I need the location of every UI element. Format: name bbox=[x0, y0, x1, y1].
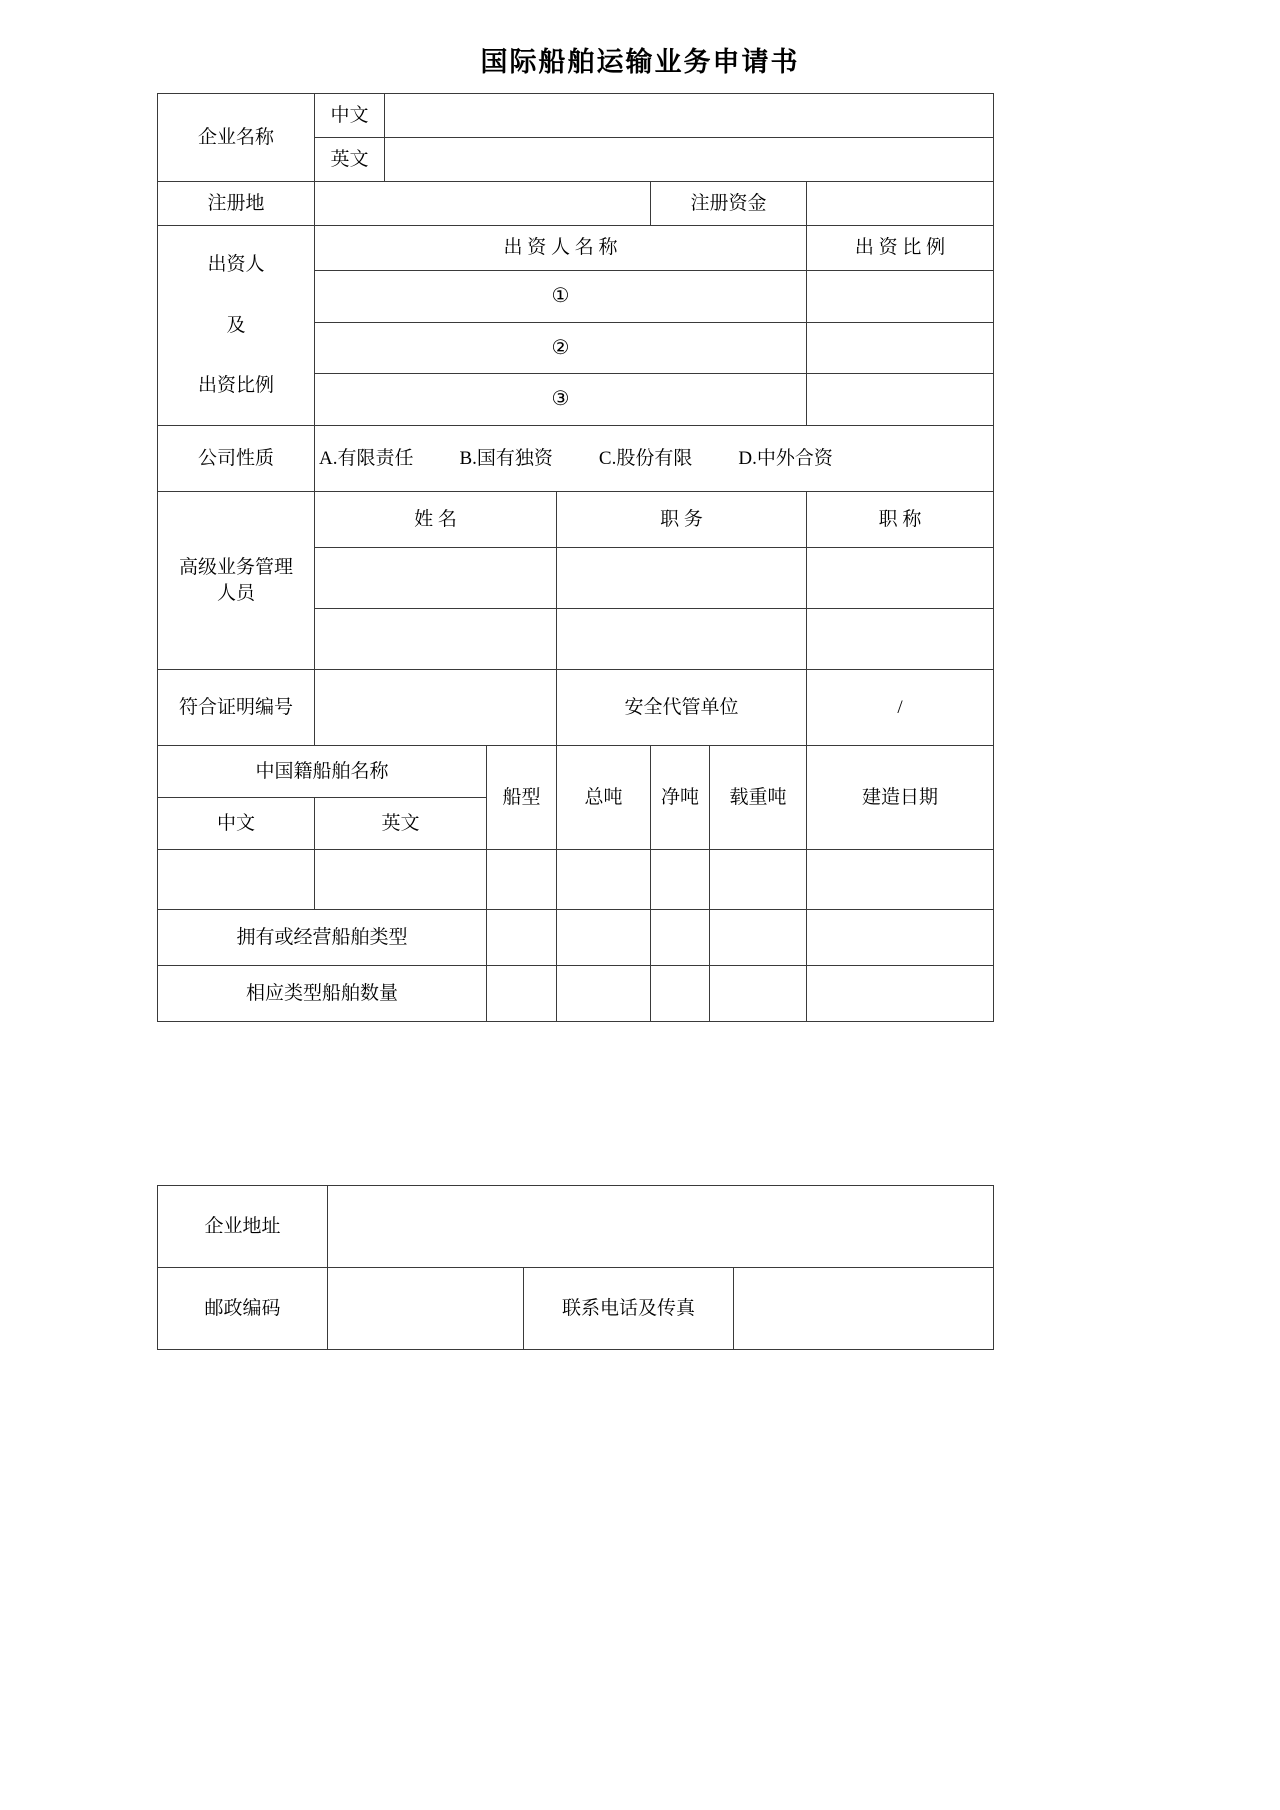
investors-label-line3: 出资比例 bbox=[197, 375, 274, 397]
vessel-english-name-value[interactable] bbox=[315, 850, 487, 910]
table-row-enterprise-address bbox=[158, 1186, 994, 1268]
investor-row-1-ratio[interactable] bbox=[807, 271, 994, 323]
contact-label: 联系电话及传真 bbox=[524, 1268, 734, 1350]
table-row-company-nature bbox=[158, 426, 994, 492]
table-row-enterprise-name-cn bbox=[158, 94, 994, 138]
address-form-table-wrapper bbox=[157, 1185, 993, 1350]
investor-row-3-ratio[interactable] bbox=[807, 374, 994, 426]
company-nature-label: 公司性质 bbox=[158, 426, 315, 492]
postcode-label: 邮政编码 bbox=[158, 1268, 328, 1350]
postcode-value[interactable] bbox=[328, 1268, 524, 1350]
vessel-deadweight-value[interactable] bbox=[710, 850, 807, 910]
page-title: 国际船舶运输业务申请书 bbox=[480, 47, 800, 77]
table-row-postcode-contact bbox=[158, 1268, 994, 1350]
vessel-count-value-5[interactable] bbox=[807, 966, 994, 1022]
table-row-registration bbox=[158, 182, 994, 226]
registration-place-value[interactable] bbox=[315, 182, 651, 226]
vessel-count-value-2[interactable] bbox=[557, 966, 651, 1022]
compliance-cert-label: 符合证明编号 bbox=[158, 670, 315, 746]
owned-vessel-type-value-4[interactable] bbox=[710, 910, 807, 966]
owned-vessel-type-value-3[interactable] bbox=[651, 910, 710, 966]
enterprise-name-english-value[interactable] bbox=[385, 138, 994, 182]
investor-row-2-name[interactable] bbox=[315, 322, 807, 374]
manager-2-title[interactable] bbox=[807, 609, 994, 670]
manager-1-title[interactable] bbox=[807, 548, 994, 609]
company-nature-option-d[interactable]: D.中外合资 bbox=[738, 447, 833, 469]
investors-label-line2: 及 bbox=[226, 314, 246, 336]
vessel-col-gross-tonnage: 总吨 bbox=[557, 746, 651, 850]
investor-name-header: 出 资 人 名 称 bbox=[315, 226, 807, 271]
investor-ratio-header: 出 资 比 例 bbox=[807, 226, 994, 271]
vessel-count-value-1[interactable] bbox=[487, 966, 557, 1022]
investors-label-line1: 出资人 bbox=[207, 254, 265, 275]
contact-value[interactable] bbox=[734, 1268, 994, 1350]
vessel-build-date-value[interactable] bbox=[807, 850, 994, 910]
table-row-compliance bbox=[158, 670, 994, 746]
senior-managers-label-cell bbox=[158, 492, 315, 670]
investor-marker-2: ② bbox=[551, 336, 570, 359]
table-row-vessel-data bbox=[158, 850, 994, 910]
address-form-table bbox=[157, 1185, 994, 1350]
senior-managers-label-line2: 人员 bbox=[216, 582, 255, 604]
vessel-chinese-name-value[interactable] bbox=[158, 850, 315, 910]
vessel-ship-type-value[interactable] bbox=[487, 850, 557, 910]
vessel-net-tonnage-value[interactable] bbox=[651, 850, 710, 910]
vessel-count-value-4[interactable] bbox=[710, 966, 807, 1022]
vessel-name-english-label: 英文 bbox=[315, 798, 487, 850]
company-nature-option-a[interactable]: A.有限责任 bbox=[319, 447, 414, 469]
table-row-vessel-header-top bbox=[158, 746, 994, 798]
company-nature-option-c[interactable]: C.股份有限 bbox=[598, 447, 693, 469]
registration-place-label: 注册地 bbox=[158, 182, 315, 226]
table-row-investor-header bbox=[158, 226, 994, 271]
enterprise-address-label: 企业地址 bbox=[158, 1186, 328, 1268]
investors-label-cell bbox=[158, 226, 315, 426]
enterprise-address-value[interactable] bbox=[328, 1186, 994, 1268]
vessel-name-chinese-label: 中文 bbox=[158, 798, 315, 850]
table-row-manager-header bbox=[158, 492, 994, 548]
manager-col-header-name: 姓 名 bbox=[315, 492, 557, 548]
vessel-count-value-3[interactable] bbox=[651, 966, 710, 1022]
table-row-vessel-count bbox=[158, 966, 994, 1022]
safety-management-value[interactable]: / bbox=[807, 670, 994, 746]
enterprise-name-chinese-value[interactable] bbox=[385, 94, 994, 138]
vessel-col-ship-type: 船型 bbox=[487, 746, 557, 850]
enterprise-name-label: 企业名称 bbox=[158, 94, 315, 182]
vessel-name-group-header: 中国籍船舶名称 bbox=[158, 746, 487, 798]
main-form-table bbox=[157, 93, 994, 1022]
owned-vessel-type-label: 拥有或经营船舶类型 bbox=[158, 910, 487, 966]
manager-2-name[interactable] bbox=[315, 609, 557, 670]
vessel-gross-tonnage-value[interactable] bbox=[557, 850, 651, 910]
investor-marker-3: ③ bbox=[551, 388, 570, 411]
enterprise-name-english-label: 英文 bbox=[315, 138, 385, 182]
investor-row-1-name[interactable] bbox=[315, 271, 807, 323]
vessel-col-deadweight: 载重吨 bbox=[710, 746, 807, 850]
safety-management-label: 安全代管单位 bbox=[557, 670, 807, 746]
company-nature-options bbox=[315, 426, 994, 492]
vessel-col-net-tonnage: 净吨 bbox=[651, 746, 710, 850]
owned-vessel-type-value-5[interactable] bbox=[807, 910, 994, 966]
vessel-col-build-date: 建造日期 bbox=[807, 746, 994, 850]
company-nature-option-b[interactable]: B.国有独资 bbox=[459, 447, 553, 469]
registration-capital-value[interactable] bbox=[807, 182, 994, 226]
senior-managers-label-line1: 高级业务管理 bbox=[178, 556, 293, 578]
investor-marker-1: ① bbox=[551, 285, 570, 308]
manager-col-header-title: 职 称 bbox=[807, 492, 994, 548]
enterprise-name-chinese-label: 中文 bbox=[315, 94, 385, 138]
owned-vessel-type-value-2[interactable] bbox=[557, 910, 651, 966]
manager-2-position[interactable] bbox=[557, 609, 807, 670]
main-form-table-wrapper bbox=[157, 93, 993, 1022]
vessel-count-label: 相应类型船舶数量 bbox=[158, 966, 487, 1022]
investor-row-3-name[interactable] bbox=[315, 374, 807, 426]
manager-col-header-position: 职 务 bbox=[557, 492, 807, 548]
manager-1-name[interactable] bbox=[315, 548, 557, 609]
table-row-owned-vessel-type bbox=[158, 910, 994, 966]
registration-capital-label: 注册资金 bbox=[651, 182, 807, 226]
compliance-cert-value[interactable] bbox=[315, 670, 557, 746]
owned-vessel-type-value-1[interactable] bbox=[487, 910, 557, 966]
investor-row-2-ratio[interactable] bbox=[807, 322, 994, 374]
manager-1-position[interactable] bbox=[557, 548, 807, 609]
